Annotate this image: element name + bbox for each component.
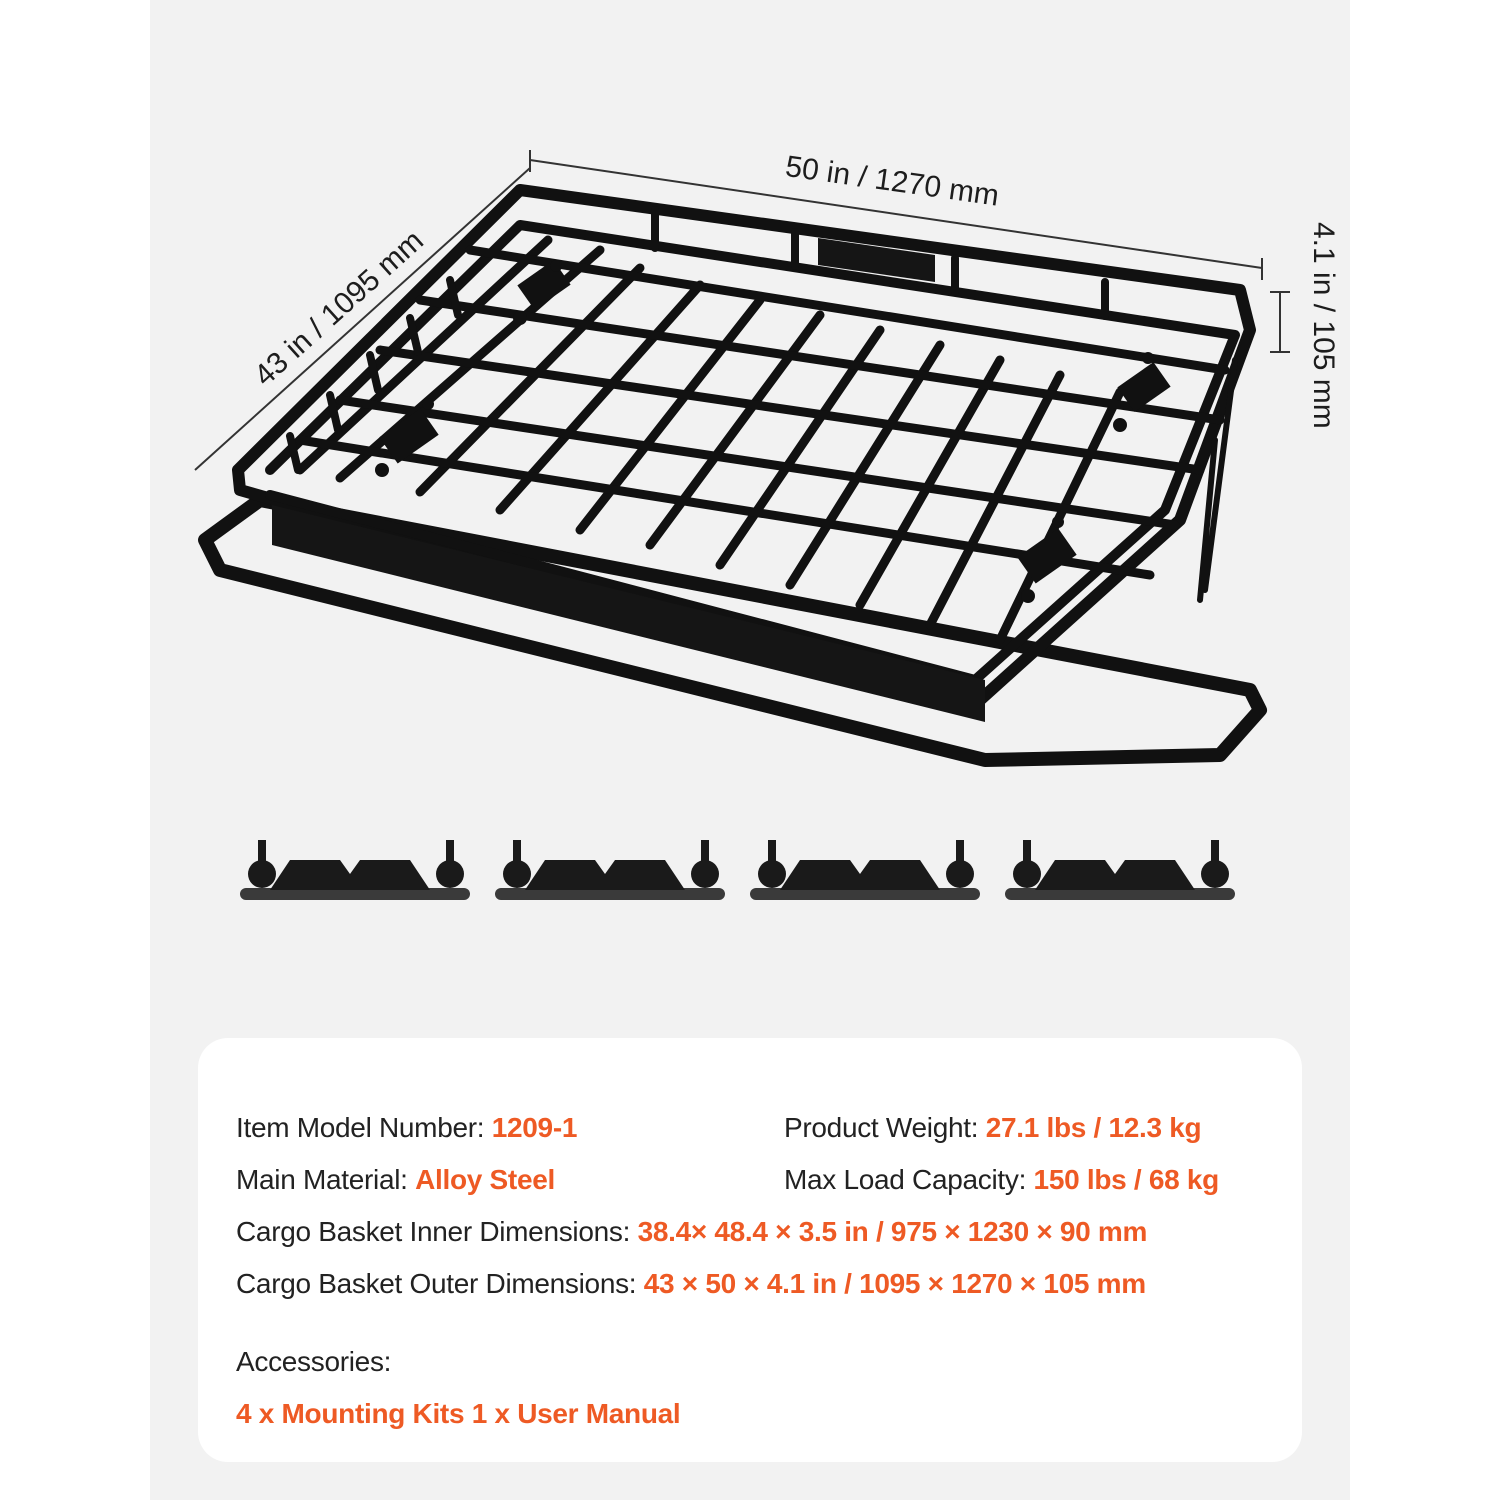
accessories-list: 4 x Mounting Kits 1 x User Manual [236, 1398, 681, 1429]
width-dimension-label: 50 in / 1270 mm [783, 150, 1002, 213]
spec-model-label: Item Model Number: [236, 1112, 485, 1143]
spec-capacity-value: 150 lbs / 68 kg [1033, 1164, 1219, 1195]
spec-material [236, 1164, 555, 1196]
spec-material-value: Alloy Steel [415, 1164, 555, 1195]
spec-capacity [784, 1164, 1219, 1196]
mounting-kit [495, 840, 725, 900]
spec-weight [784, 1112, 1201, 1144]
spec-material-label: Main Material: [236, 1164, 408, 1195]
spec-outer-label: Cargo Basket Outer Dimensions: [236, 1268, 637, 1299]
spec-inner-value: 38.4× 48.4 × 3.5 in / 975 × 1230 × 90 mm [637, 1216, 1148, 1247]
spec-capacity-label: Max Load Capacity: [784, 1164, 1027, 1195]
spec-inner-label: Cargo Basket Inner Dimensions: [236, 1216, 631, 1247]
spec-outer-value: 43 × 50 × 4.1 in / 1095 × 1270 × 105 mm [643, 1268, 1146, 1299]
accessories-label: Accessories: [236, 1346, 392, 1377]
mounting-kits [240, 840, 1235, 900]
depth-dimension-label: 43 in / 1095 mm [248, 224, 430, 393]
spec-model [236, 1112, 577, 1144]
spec-model-value: 1209-1 [491, 1112, 578, 1143]
height-dimension-label: 4.1 in / 105 mm [1307, 222, 1340, 429]
accessories-value [236, 1398, 680, 1430]
spec-inner-dimensions [236, 1216, 1147, 1248]
spec-weight-value: 27.1 lbs / 12.3 kg [985, 1112, 1202, 1143]
mounting-kit [240, 840, 470, 900]
spec-outer-dimensions [236, 1268, 1146, 1300]
mounting-kit [1005, 840, 1235, 900]
spec-weight-label: Product Weight: [784, 1112, 979, 1143]
mounting-kit [750, 840, 980, 900]
